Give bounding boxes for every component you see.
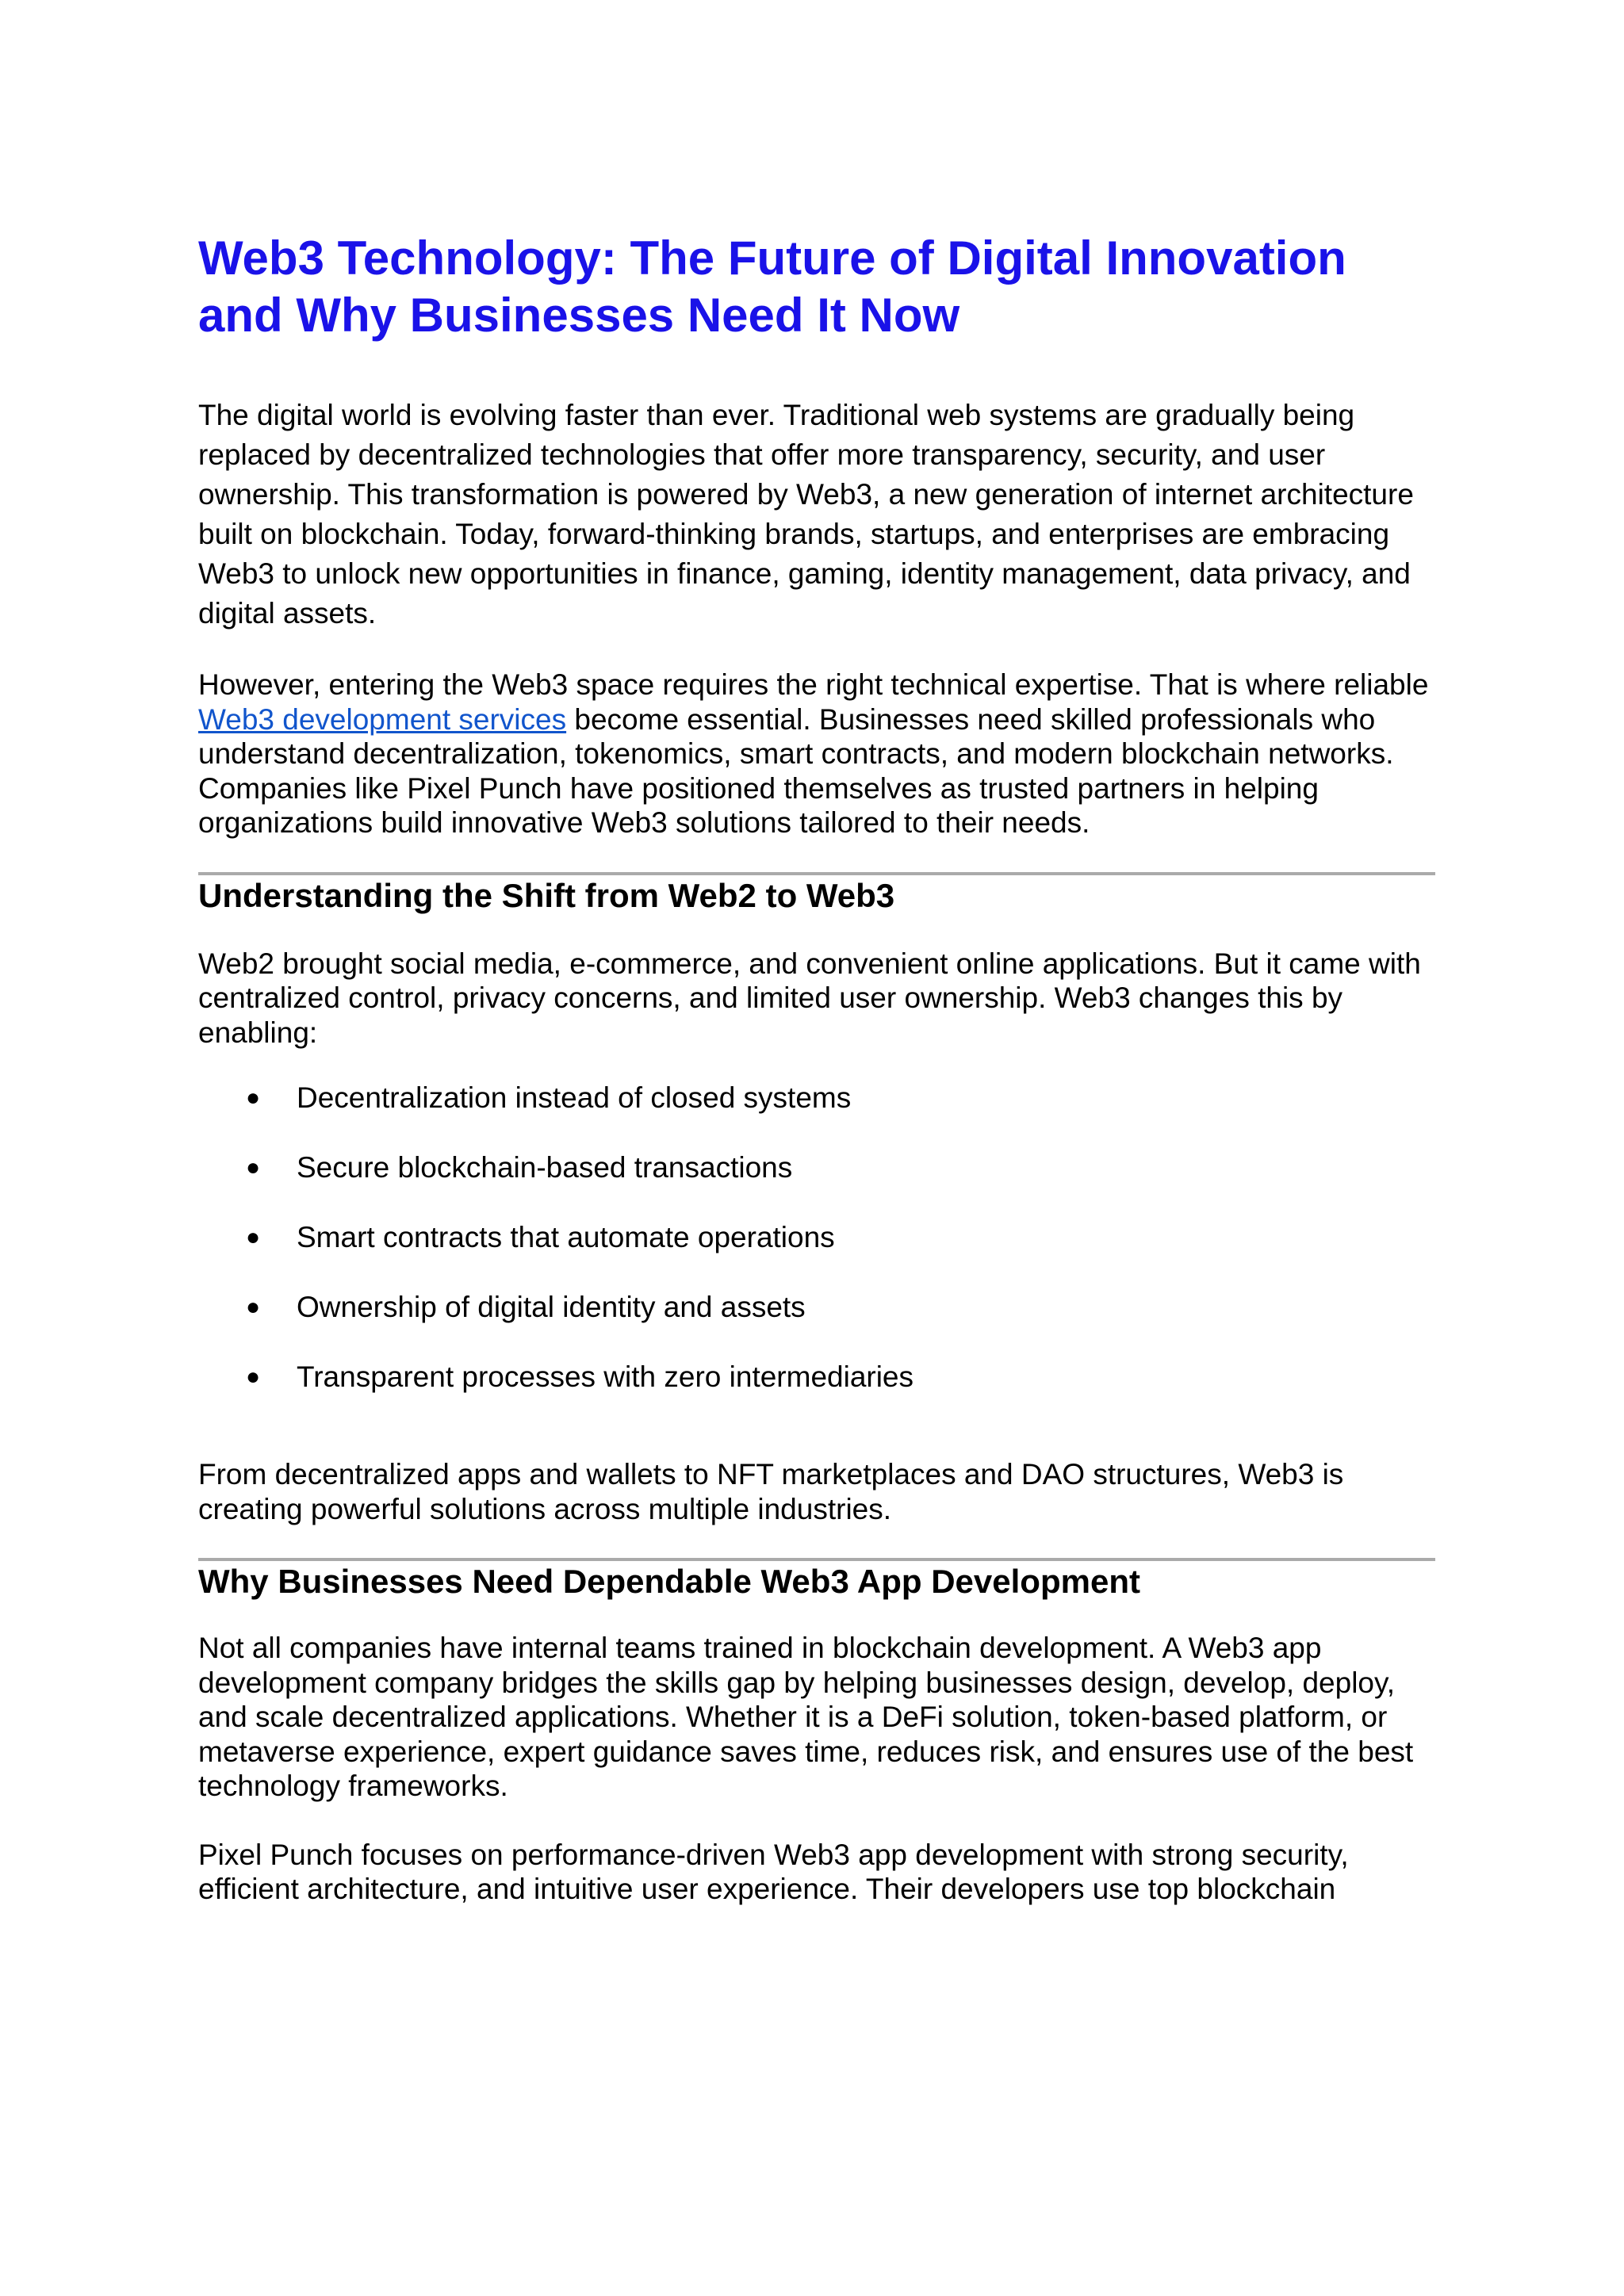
bullet-icon: ● [246, 1364, 261, 1390]
list-item-text: Secure blockchain-based transactions [297, 1151, 793, 1184]
web3-benefits-list [198, 1078, 1435, 1397]
intro-paragraph-1: The digital world is evolving faster than ever. Traditional web systems are gradually being replaced by decentralized technologies that offer more transparency, security, and user ownership. This transformation is powered by Web3, a new generation of internet architecture built on blockchain. Today, forward-thinking brands, startups, and enterprises are embracing Web3 to unlock new opportunities in finance, gaming, identity management, data privacy, and digital assets. [198, 399, 1414, 629]
intro-paragraph-2-end: become essential. Businesses need skilled professionals who understand decentralization, tokenomics, smart contracts, and modern blockchain networks. Companies like Pixel Punch have positioned themselves as trusted partners in helping organizations build innovative Web3 solutions tailored to their needs. [198, 702, 1394, 839]
section2-paragraph-2: Pixel Punch focuses on performance-driven Web3 app development with strong security, efficient architecture, and intuitive user experience. Their developers use top blockchain [198, 1838, 1349, 1905]
bullet-icon: ● [246, 1224, 261, 1250]
bullet-icon: ● [246, 1154, 261, 1181]
intro-paragraph-2-start: However, entering the Web3 space requires the right technical expertise. That is where reliable [198, 668, 1429, 701]
web3-development-services-link[interactable]: Web3 development services [198, 702, 567, 736]
section2-heading: Why Businesses Need Dependable Web3 App Development [198, 1563, 1140, 1600]
list-item [198, 1148, 1435, 1188]
bullet-icon: ● [246, 1294, 261, 1320]
section1-paragraph: Web2 brought social media, e-commerce, and convenient online applications. But it came with centralized control, privacy concerns, and limited user ownership. Web3 changes this by enabling: [198, 947, 1421, 1049]
list-item-text: Smart contracts that automate operations [297, 1221, 835, 1253]
intro-paragraph-2 [198, 668, 1435, 840]
list-item-text: Transparent processes with zero intermediaries [297, 1360, 914, 1393]
list-item [198, 1288, 1435, 1327]
list-item [198, 1218, 1435, 1257]
section1-closing-paragraph: From decentralized apps and wallets to NFT marketplaces and DAO structures, Web3 is creating powerful solutions across multiple industries. [198, 1458, 1344, 1525]
list-item-text: Decentralization instead of closed systems [297, 1081, 852, 1114]
list-item [198, 1357, 1435, 1397]
section2-paragraph-1: Not all companies have internal teams trained in blockchain development. A Web3 app development company bridges the skills gap by helping businesses design, develop, deploy, and scale decentralized applications. Whether it is a DeFi solution, token-based platform, or metaverse experience, expert guidance saves time, reduces risk, and ensures use of the best technology frameworks. [198, 1632, 1414, 1802]
section1-heading: Understanding the Shift from Web2 to Web3 [198, 876, 895, 914]
list-item-text: Ownership of digital identity and assets [297, 1291, 806, 1323]
list-item [198, 1078, 1435, 1118]
document-title: Web3 Technology: The Future of Digital Innovation and Why Businesses Need It Now [198, 232, 1346, 342]
bullet-icon: ● [246, 1085, 261, 1111]
document-page [198, 230, 1435, 1907]
